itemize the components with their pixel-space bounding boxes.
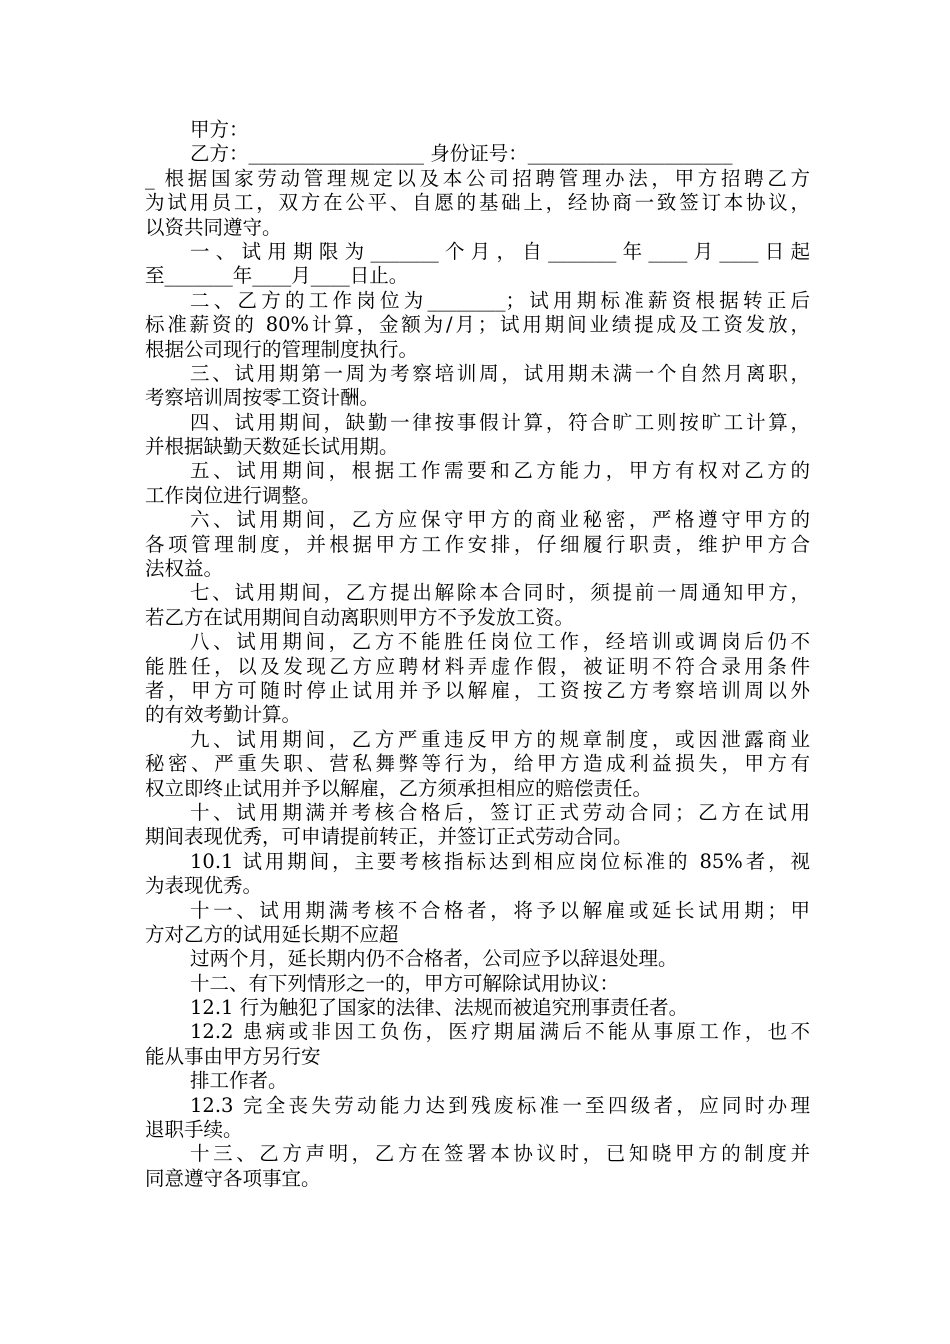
document-line: 根据公司现行的管理制度执行。 (145, 337, 419, 361)
document-line: 能胜任，以及发现乙方应聘材料弄虚作假，被证明不符合录用条件 (145, 654, 810, 678)
document-line: 同意遵守各项事宜。 (145, 1166, 321, 1190)
document-line: 六、试用期间，乙方应保守甲方的商业秘密，严格遵守甲方的 (190, 508, 810, 532)
document-line: 者，甲方可随时停止试用并予以解雇，工资按乙方考察培训周以外 (145, 678, 810, 702)
document-line: 十一、试用期满考核不合格者，将予以解雇或延长试用期；甲 (190, 898, 810, 922)
document-line: 二、乙方的工作岗位为________；试用期标准薪资根据转正后 (190, 288, 810, 312)
document-line: 七、试用期间，乙方提出解除本合同时，须提前一周通知甲方， (190, 581, 810, 605)
document-line: 法权益。 (145, 557, 224, 581)
document-line: 12.1 行为触犯了国家的法律、法规而被追究刑事责任者。 (190, 996, 689, 1020)
document-line: 乙方：__________________ 身份证号：_____________________ (190, 142, 733, 166)
document-line: 为表现优秀。 (145, 874, 263, 898)
document-line: 12.3 完全丧失劳动能力达到残废标准一至四级者，应同时办理 (190, 1093, 810, 1117)
document-line: 10.1 试用期间，主要考核指标达到相应岗位标准的 85%者，视 (190, 849, 810, 873)
document-line: _ 根据国家劳动管理规定以及本公司招聘管理办法，甲方招聘乙方 (145, 166, 810, 190)
document-line: 一、试用期限为_______个月，自_______年____月____日起 (190, 239, 810, 263)
document-line: 期间表现优秀，可申请提前转正，并签订正式劳动合同。 (145, 825, 633, 849)
document-line: 标准薪资的 80%计算，金额为/月；试用期间业绩提成及工资发放， (145, 313, 810, 337)
document-line: 以资共同遵守。 (145, 215, 282, 239)
document-line: 能从事由甲方另行安 (145, 1044, 321, 1068)
document-line: 过两个月，延长期内仍不合格者，公司应予以辞退处理。 (190, 947, 678, 971)
document-line: 四、试用期间，缺勤一律按事假计算，符合旷工则按旷工计算， (190, 410, 810, 434)
document-line: 甲方： (190, 118, 249, 141)
document-line: 秘密、严重失职、营私舞弊等行为，给甲方造成利益损失，甲方有 (145, 752, 810, 776)
document-line: 退职手续。 (145, 1118, 243, 1142)
document-line: 三、试用期第一周为考察培训周，试用期未满一个自然月离职， (190, 361, 810, 385)
document-line: 若乙方在试用期间自动离职则甲方不予发放工资。 (145, 605, 575, 629)
document-line: 考察培训周按零工资计酬。 (145, 386, 380, 410)
document-line: 并根据缺勤天数延长试用期。 (145, 435, 399, 459)
document-line: 12.2 患病或非因工负伤，医疗期届满后不能从事原工作，也不 (190, 1020, 810, 1044)
document-line: 八、试用期间，乙方不能胜任岗位工作，经培训或调岗后仍不 (190, 630, 810, 654)
document-line: 各项管理制度，并根据甲方工作安排，仔细履行职责，维护甲方合 (145, 532, 810, 556)
document-line: 九、试用期间，乙方严重违反甲方的规章制度，或因泄露商业 (190, 727, 810, 751)
document-line: 十二、有下列情形之一的，甲方可解除试用协议： (190, 971, 620, 995)
document-line: 方对乙方的试用延长期不应超 (145, 922, 399, 946)
document-line: 工作岗位进行调整。 (145, 483, 321, 507)
document-line: 五、试用期间，根据工作需要和乙方能力，甲方有权对乙方的 (190, 459, 810, 483)
document-line: 为试用员工，双方在公平、自愿的基础上，经协商一致签订本协议， (145, 191, 810, 215)
document-line: 至_______年____月____日止。 (145, 264, 409, 288)
document-line: 权立即终止试用并予以解雇，乙方须承担相应的赔偿责任。 (145, 776, 653, 800)
document-line: 十、试用期满并考核合格后，签订正式劳动合同；乙方在试用 (190, 800, 810, 824)
document-line: 排工作者。 (190, 1069, 288, 1093)
document-line: 的有效考勤计算。 (145, 703, 302, 727)
document-page (145, 118, 810, 1191)
document-line: 十三、乙方声明，乙方在签署本协议时，已知晓甲方的制度并 (190, 1142, 810, 1166)
